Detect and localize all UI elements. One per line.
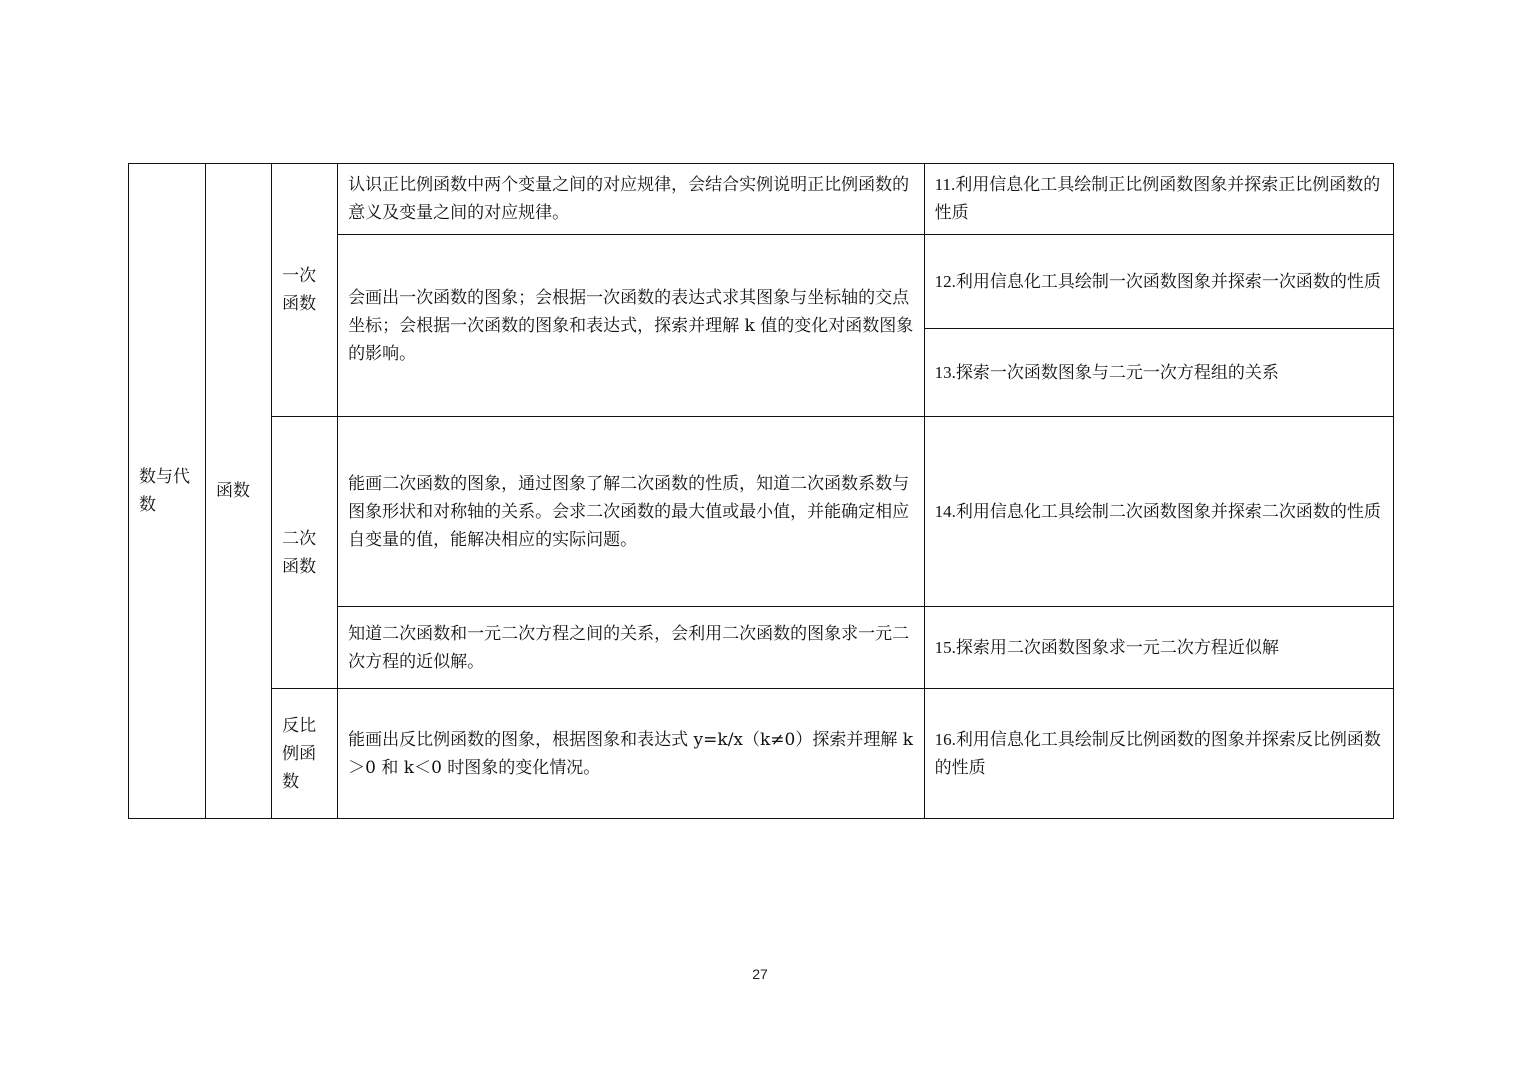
requirement-cell: 会画出一次函数的图象；会根据一次函数的表达式求其图象与坐标轴的交点坐标；会根据一次函数的图象和表达式，探索并理解 k 值的变化对函数图象的影响。 [338,235,924,417]
subtopic-linear-function: 一次函数 [272,164,338,417]
activity-cell: 11.利用信息化工具绘制正比例函数图象并探索正比例函数的性质 [924,164,1393,235]
topic-cell: 函数 [206,164,272,819]
activity-cell: 16.利用信息化工具绘制反比例函数的图象并探索反比例函数的性质 [924,689,1393,819]
activity-cell: 13.探索一次函数图象与二元一次方程组的关系 [924,329,1393,417]
requirement-cell: 能画出反比例函数的图象，根据图象和表达式 y=k/x（k≠0）探索并理解 k＞0 和 k＜0 时图象的变化情况。 [338,689,924,819]
activity-cell: 14.利用信息化工具绘制二次函数图象并探索二次函数的性质 [924,417,1393,607]
domain-cell: 数与代数 [129,164,206,819]
page-number: 27 [752,966,768,982]
requirement-cell: 认识正比例函数中两个变量之间的对应规律，会结合实例说明正比例函数的意义及变量之间的对应规律。 [338,164,924,235]
activity-cell: 12.利用信息化工具绘制一次函数图象并探索一次函数的性质 [924,235,1393,329]
table-row [129,417,1394,607]
requirement-cell: 能画二次函数的图象，通过图象了解二次函数的性质，知道二次函数系数与图象形状和对称轴的关系。会求二次函数的最大值或最小值，并能确定相应自变量的值，能解决相应的实际问题。 [338,417,924,607]
table-row [129,689,1394,819]
subtopic-quadratic-function: 二次函数 [272,417,338,689]
subtopic-inverse-proportion-function: 反比例函数 [272,689,338,819]
requirement-cell: 知道二次函数和一元二次方程之间的关系，会利用二次函数的图象求一元二次方程的近似解。 [338,607,924,689]
activity-cell: 15.探索用二次函数图象求一元二次方程近似解 [924,607,1393,689]
table-row [129,164,1394,235]
curriculum-table [128,163,1394,819]
